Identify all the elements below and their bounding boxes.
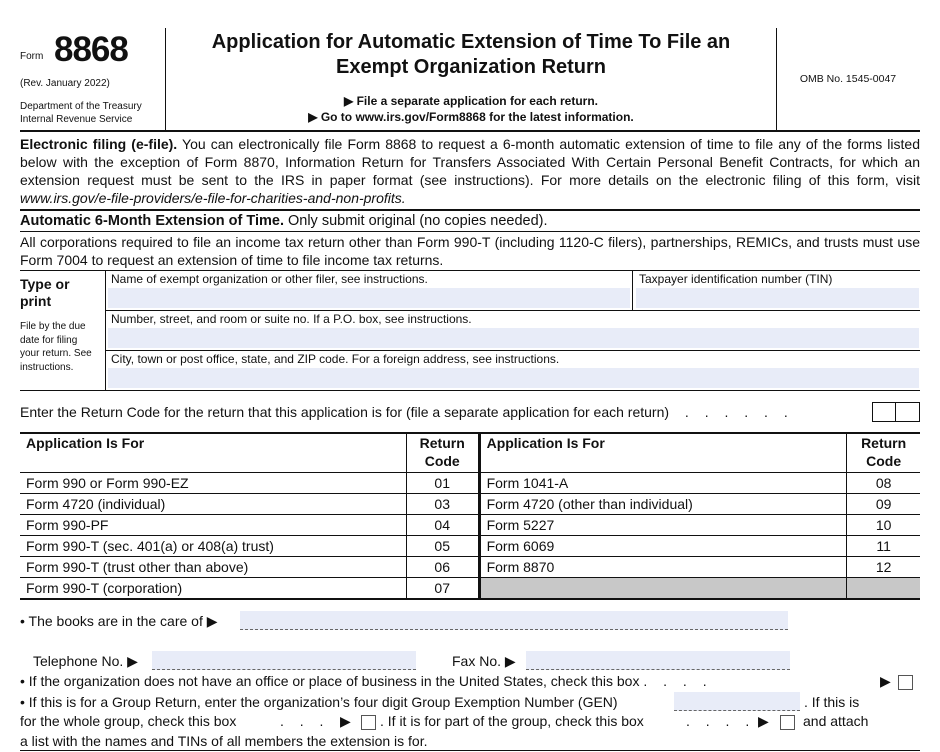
row-code-right: 09	[847, 494, 920, 515]
part-group-checkbox[interactable]	[780, 715, 795, 730]
header-divider-right	[776, 28, 777, 130]
whole-group-checkbox[interactable]	[361, 715, 376, 730]
form-number: 8868	[54, 30, 128, 69]
form-word: Form	[20, 51, 44, 62]
row-app-left: Form 990-PF	[20, 515, 406, 536]
telephone-field[interactable]	[152, 651, 416, 670]
part-group-dots: . . . .	[686, 713, 756, 729]
tin-divider	[632, 270, 633, 310]
row-code-right: 12	[847, 557, 920, 578]
group-gen-text: • If this is for a Group Return, enter the organization’s four digit Group Exemption Number (GEN)	[20, 694, 618, 710]
header-instructions	[166, 93, 776, 125]
row-app-right: Form 4720 (other than individual)	[479, 494, 847, 515]
row-code-left: 06	[406, 557, 479, 578]
table-row	[20, 494, 920, 515]
header-code-left: Return Code	[406, 433, 479, 473]
row-code-left: 03	[406, 494, 479, 515]
members-list-text: a list with the names and TINs of all members the extension is for.	[20, 733, 428, 749]
return-code-dots: . . . . . .	[684, 404, 794, 420]
form-title	[166, 30, 776, 80]
title-line1: Application for Automatic Extension of Time To File an	[211, 31, 731, 53]
row-code-left: 01	[406, 473, 479, 494]
group-gen-end: . If this is	[804, 694, 860, 710]
department	[20, 100, 142, 126]
row-code-left: 05	[406, 536, 479, 557]
title-line2: Exempt Organization Return	[335, 56, 607, 78]
revision-date: (Rev. January 2022)	[20, 78, 110, 89]
header-app-left: Application Is For	[20, 433, 406, 473]
department-line1: Department of the Treasury	[20, 101, 142, 112]
filer-top-rule	[20, 270, 920, 271]
no-office-checkbox[interactable]	[898, 675, 913, 690]
row-code-right: 11	[847, 536, 920, 557]
return-code-input[interactable]	[872, 402, 920, 422]
bottom-rule	[20, 750, 920, 751]
header-rule	[20, 130, 920, 132]
whole-group-text: for the whole group, check this box	[20, 713, 237, 729]
row-app-left: Form 990-T (trust other than above)	[20, 557, 406, 578]
tin-label: Taxpayer identification number (TIN)	[639, 272, 833, 286]
row-app-right: Form 5227	[479, 515, 847, 536]
street-label: Number, street, and room or suite no. If a P.O. box, see instructions.	[111, 312, 472, 326]
table-row	[20, 473, 920, 494]
books-field[interactable]	[240, 611, 788, 630]
city-label: City, town or post office, state, and ZIP code. For a foreign address, see instructions.	[111, 352, 560, 366]
return-code-table	[20, 432, 920, 600]
automatic-text: All corporations required to file an income tax return other than Form 990-T (including 1120-C filers), partnerships, REMICs, and trusts must use Form 7004 to request an extension of time to file income tax returns.	[20, 234, 920, 268]
row-app-left: Form 990 or Form 990-EZ	[20, 473, 406, 494]
row-code-right: 10	[847, 515, 920, 536]
fax-field[interactable]	[526, 651, 790, 670]
whole-group-dots: . . .	[280, 713, 330, 729]
name-rule	[105, 310, 920, 311]
row-app-left: Form 990-T (sec. 401(a) or 408(a) trust)	[20, 536, 406, 557]
row-app-left: Form 4720 (individual)	[20, 494, 406, 515]
arrow-icon: ▶	[758, 713, 769, 729]
arrow-icon: ▶	[340, 713, 351, 729]
arrow-icon: ▶	[880, 673, 891, 689]
filer-left-divider	[105, 270, 106, 390]
row-app-right: Form 6069	[479, 536, 847, 557]
street-field[interactable]	[108, 328, 919, 348]
row-app-right: Form 8870	[479, 557, 847, 578]
table-row	[20, 578, 920, 600]
books-label: • The books are in the care of ▶	[20, 613, 218, 629]
omb-number: OMB No. 1545-0047	[799, 73, 897, 85]
name-label: Name of exempt organization or other filer, see instructions.	[111, 272, 428, 286]
return-code-prompt	[20, 404, 794, 420]
filer-side-note: File by the due date for filing your return. See instructions.	[20, 321, 92, 373]
header-app-right: Application Is For	[479, 433, 847, 473]
efile-rule	[20, 209, 920, 211]
table-row	[20, 557, 920, 578]
table-row	[20, 515, 920, 536]
form-id-block	[20, 28, 164, 128]
efile-link[interactable]: www.irs.gov/e-file-providers/e-file-for-charities-and-non-profits.	[20, 190, 406, 206]
row-app-left: Form 990-T (corporation)	[20, 578, 406, 600]
department-line2: Internal Revenue Service	[20, 114, 133, 125]
automatic-heading-rest: Only submit original (no copies needed).	[283, 213, 548, 229]
efile-paragraph	[20, 135, 920, 207]
no-office-dots: . . . .	[643, 673, 713, 689]
type-or-print: Type or print	[20, 276, 70, 309]
tin-field[interactable]	[636, 288, 919, 308]
efile-heading: Electronic filing (e-file).	[20, 136, 178, 152]
fax-label: Fax No. ▶	[452, 653, 516, 669]
automatic-heading-line	[20, 212, 920, 230]
row-code-left: 07	[406, 578, 479, 600]
name-field[interactable]	[108, 288, 630, 308]
city-field[interactable]	[108, 368, 919, 388]
no-office-text: • If the organization does not have an office or place of business in the United States, check this box	[20, 673, 640, 689]
no-office-line	[20, 673, 713, 689]
table-row	[20, 536, 920, 557]
part-group-text: . If it is for part of the group, check this box	[380, 713, 644, 729]
gen-field[interactable]	[674, 692, 800, 711]
row-code-left: 04	[406, 515, 479, 536]
street-rule	[105, 350, 920, 351]
instruction-separate: ▶ File a separate application for each return.	[344, 94, 598, 108]
efile-text: You can electronically file Form 8868 to request a 6-month automatic extension of time to file any of the forms listed below with the exception of Form 8870, Information Return for Transfers Associated With Certain Personal Benefit Contracts, for which an extension request must be sent to the IRS in paper format (see instructions). For more details on the electronic filing of this form, visit	[20, 136, 920, 188]
header-code-right: Return Code	[847, 433, 920, 473]
automatic-rule	[20, 231, 920, 232]
row-app-right-shaded	[479, 578, 847, 600]
row-code-right: 08	[847, 473, 920, 494]
row-code-right-shaded	[847, 578, 920, 600]
automatic-heading: Automatic 6-Month Extension of Time.	[20, 213, 284, 229]
instruction-website: ▶ Go to www.irs.gov/Form8868 for the latest information.	[308, 110, 634, 124]
attach-text: and attach	[803, 713, 869, 729]
return-code-text: Enter the Return Code for the return that this application is for (file a separate application for each return)	[20, 404, 670, 420]
telephone-label: Telephone No. ▶	[33, 653, 138, 669]
filer-bottom-rule	[20, 390, 920, 391]
row-app-right: Form 1041-A	[479, 473, 847, 494]
